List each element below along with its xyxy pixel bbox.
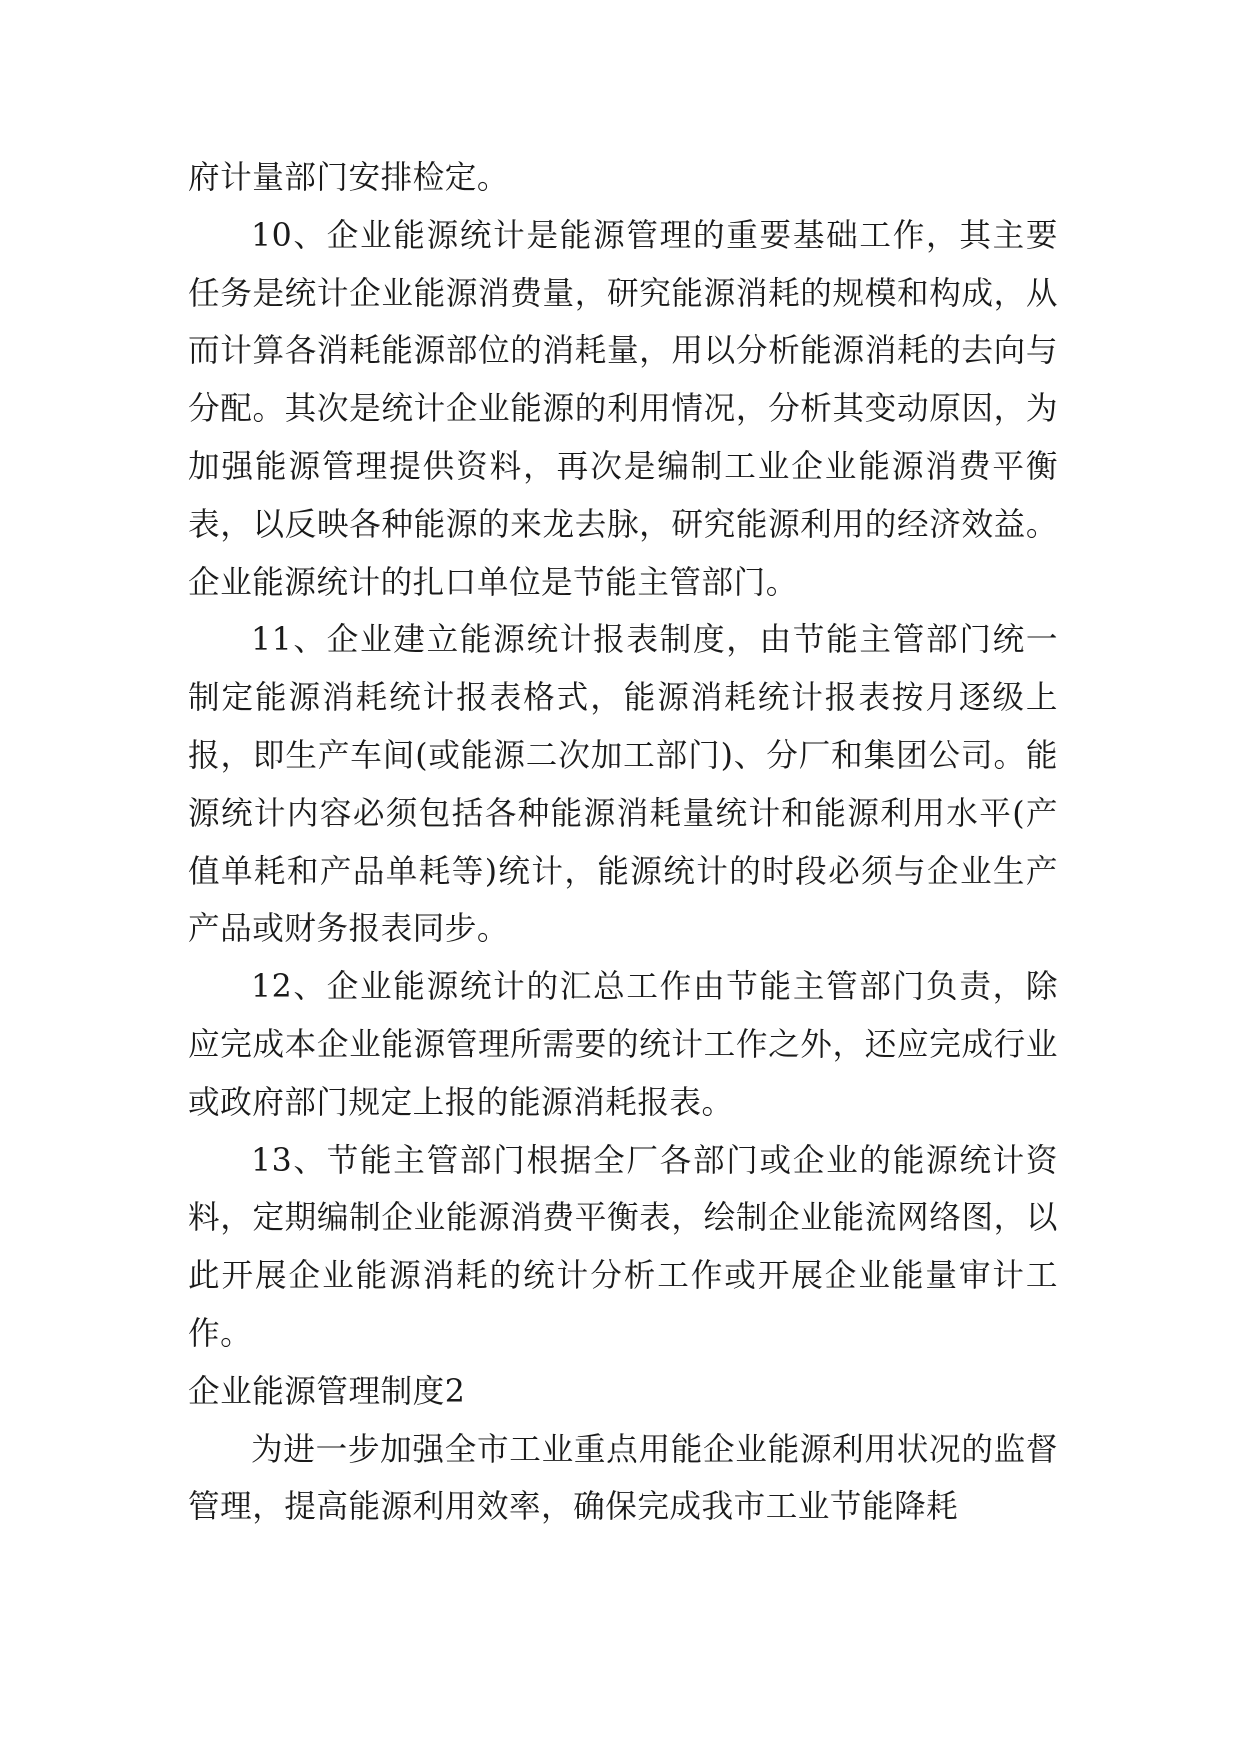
section-title: 企业能源管理制度2 <box>188 1373 466 1410</box>
section-intro-paragraph: 为进一步加强全市工业重点用能企业能源利用状况的监督管理，提高能源利用效率，确保完成我市工业节能降耗 <box>188 1431 1058 1526</box>
paragraph-11: 11、企业建立能源统计报表制度，由节能主管部门统一制定能源消耗统计报表格式，能源消耗统计报表按月逐级上报，即生产车间(或能源二次加工部门)、分厂和集团公司。能源统计内容必须包括各种能源消耗量统计和能源利用水平(产值单耗和产品单耗等)统计，能源统计的时段必须与企业生产产品或财务报表同步。 <box>188 622 1058 948</box>
paragraph-13: 13、节能主管部门根据全厂各部门或企业的能源统计资料，定期编制企业能源消费平衡表，绘制企业能流网络图，以此开展企业能源消耗的统计分析工作或开展企业能量审计工作。 <box>188 1142 1058 1352</box>
paragraph-12: 12、企业能源统计的汇总工作由节能主管部门负责，除应完成本企业能源管理所需要的统计工作之外，还应完成行业或政府部门规定上报的能源消耗报表。 <box>188 969 1058 1121</box>
continuation-paragraph: 府计量部门安排检定。 <box>188 160 509 196</box>
paragraph-10: 10、企业能源统计是能源管理的重要基础工作，其主要任务是统计企业能源消费量，研究能源消耗的规模和构成，从而计算各消耗能源部位的消耗量，用以分析能源消耗的去向与分配。其次是统计企业能源的利用情况，分析其变动原因，为加强能源管理提供资料，再次是编制工业企业能源消费平衡表，以反映各种能源的来龙去脉，研究能源利用的经济效益。企业能源统计的扎口单位是节能主管部门。 <box>188 217 1058 601</box>
document-page <box>188 150 1058 1537</box>
